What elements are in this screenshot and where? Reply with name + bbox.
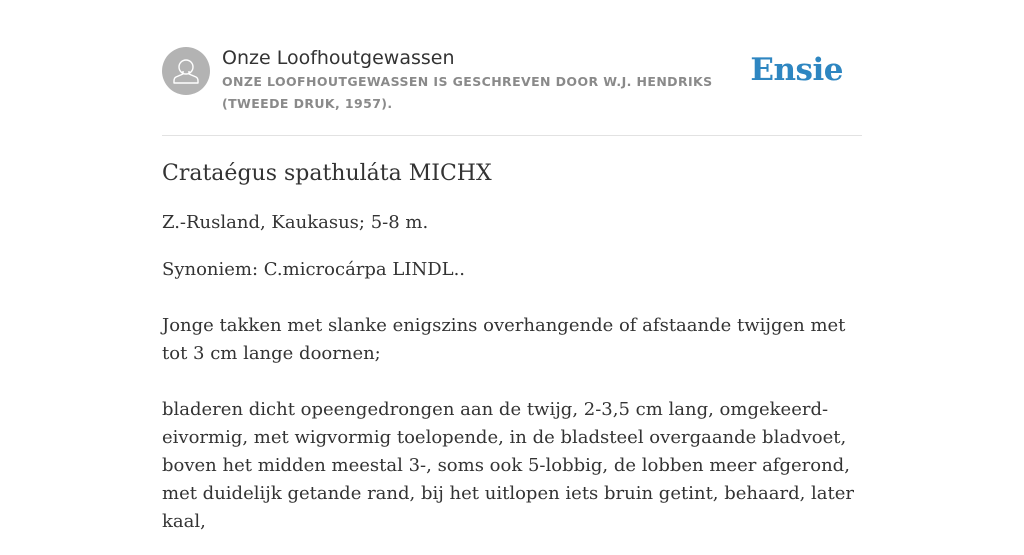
- book-header: [162, 46, 862, 116]
- book-description: ONZE LOOFHOUTGEWASSEN IS GESCHREVEN DOOR W.J. HENDRIKS (TWEEDE DRUK, 1957).: [222, 74, 713, 111]
- article-paragraph: Z.-Rusland, Kaukasus; 5-8 m.: [162, 212, 429, 233]
- article-content: [162, 156, 862, 555]
- article-paragraph: Jonge takken met slanke enigszins overhangende of afstaande twijgen met tot 3 cm lange doornen;: [162, 315, 846, 364]
- article-title: Crataégus spathuláta MICHX: [162, 161, 492, 186]
- user-placeholder-icon: [162, 47, 210, 95]
- article-paragraph: Synoniem: C.microcárpa LINDL..: [162, 259, 466, 280]
- header-divider: [162, 135, 862, 136]
- ensie-logo[interactable]: Ensie: [750, 52, 843, 88]
- article-paragraph: bladeren dicht opeengedrongen aan de twijg, 2-3,5 cm lang, omgekeerd-eivormig, met wigvormig toelopende, in de bladsteel overgaande bladvoet, boven het midden meestal 3-, soms ook 5-lobbig, de lobben meer afgerond, met duidelijk getande rand, bij het uitlopen iets bruin getint, behaard, later kaal,: [162, 399, 855, 532]
- author-avatar[interactable]: [162, 47, 210, 95]
- book-title[interactable]: Onze Loofhoutgewassen: [222, 47, 455, 69]
